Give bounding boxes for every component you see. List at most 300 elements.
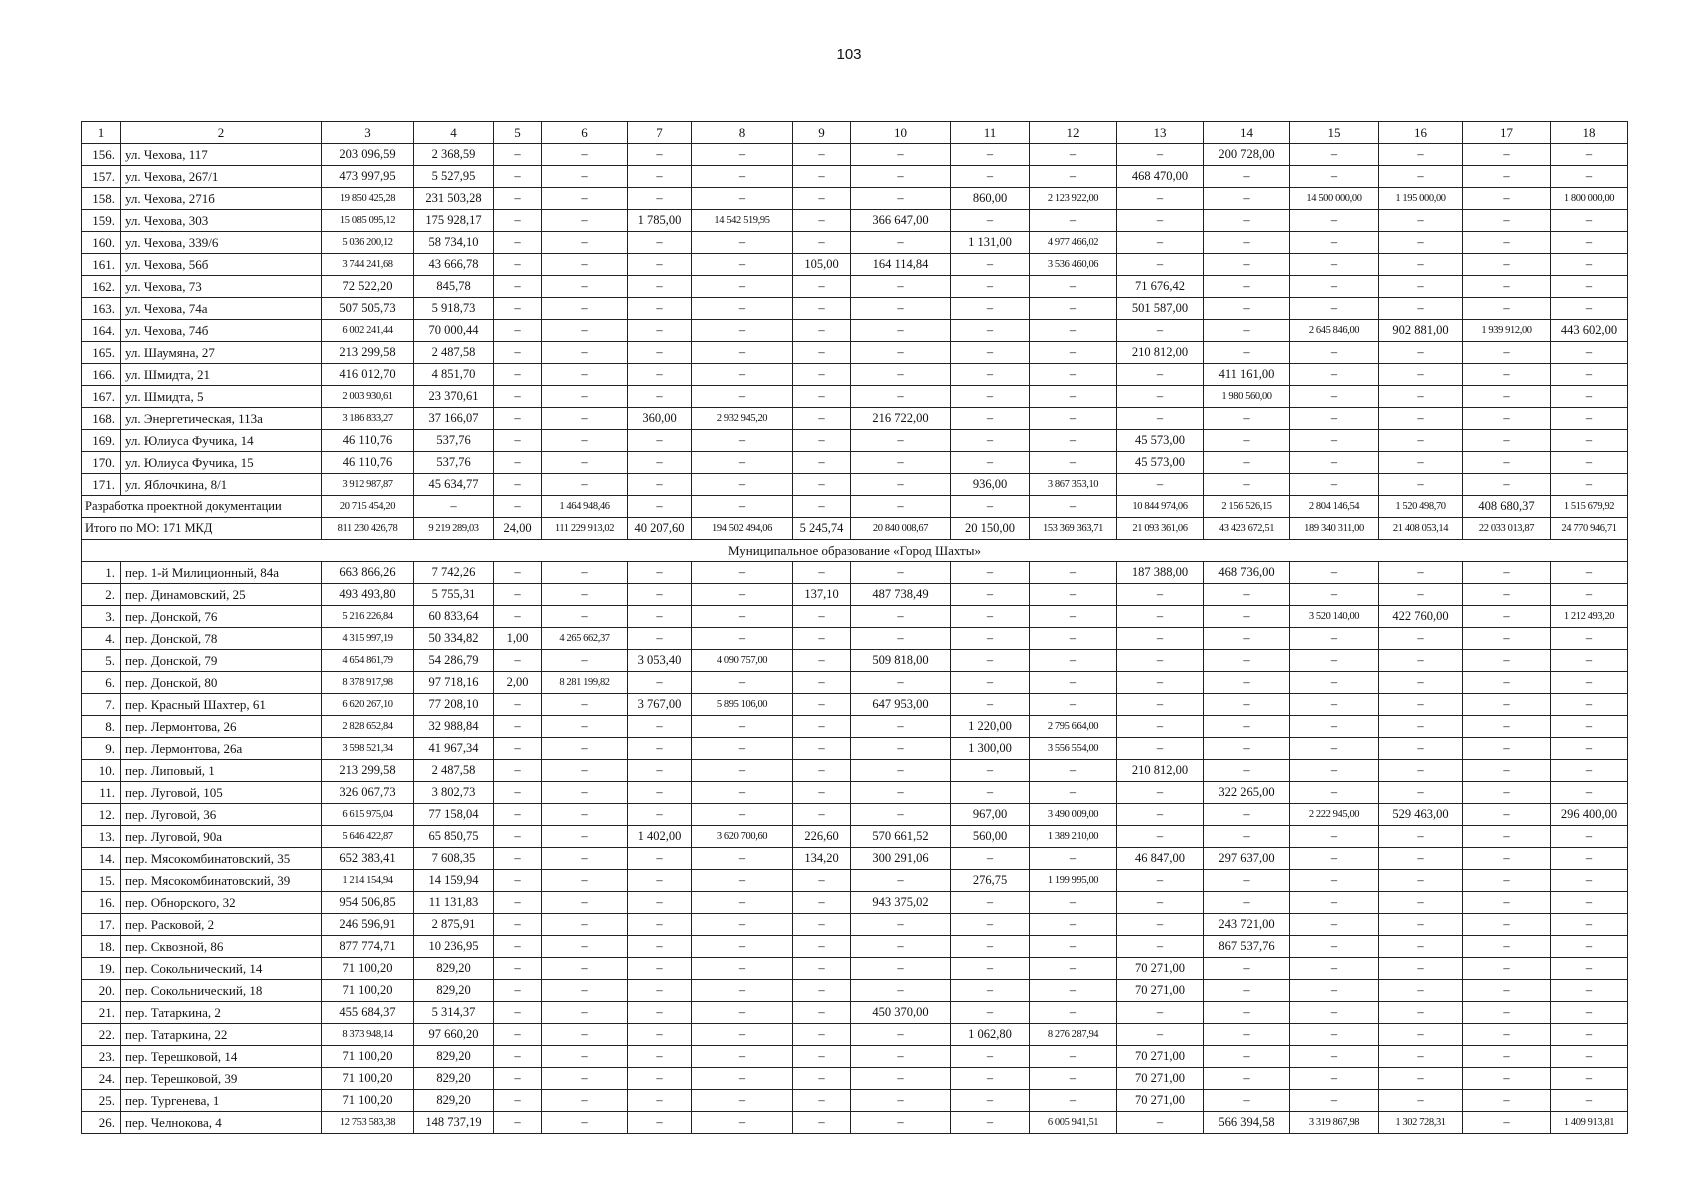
value-cell-col-12: – — [1030, 584, 1117, 606]
value-cell-col-10: – — [851, 672, 951, 694]
value-cell-col-6: – — [542, 606, 628, 628]
value-cell-col-14: – — [1204, 342, 1290, 364]
value-cell-col-4: 829,20 — [414, 1068, 494, 1090]
value-cell-col-6: – — [542, 254, 628, 276]
value-cell-col-11: – — [951, 1046, 1030, 1068]
row-number: 7. — [82, 694, 121, 716]
value-cell-col-14: – — [1204, 298, 1290, 320]
value-cell-col-9: – — [793, 474, 851, 496]
value-cell-col-3: 2 828 652,84 — [322, 716, 414, 738]
table-row — [82, 386, 1628, 408]
value-cell-col-10: – — [851, 980, 951, 1002]
value-cell-col-9: – — [793, 782, 851, 804]
value-cell-col-6: 8 281 199,82 — [542, 672, 628, 694]
project-docs-value-col-17: 408 680,37 — [1463, 496, 1551, 518]
value-cell-col-11: – — [951, 980, 1030, 1002]
value-cell-col-16: 902 881,00 — [1379, 320, 1463, 342]
value-cell-col-3: 46 110,76 — [322, 430, 414, 452]
value-cell-col-9: – — [793, 1090, 851, 1112]
value-cell-col-9: – — [793, 452, 851, 474]
table-row — [82, 166, 1628, 188]
value-cell-col-7: – — [628, 342, 692, 364]
address-cell: ул. Чехова, 74б — [121, 320, 322, 342]
address-cell: пер. Сокольнический, 18 — [121, 980, 322, 1002]
value-cell-col-17: – — [1463, 430, 1551, 452]
table-row — [82, 980, 1628, 1002]
value-cell-col-10: – — [851, 298, 951, 320]
value-cell-col-15: – — [1290, 584, 1379, 606]
value-cell-col-16: – — [1379, 298, 1463, 320]
value-cell-col-9: – — [793, 408, 851, 430]
value-cell-col-9: 226,60 — [793, 826, 851, 848]
value-cell-col-5: – — [494, 606, 542, 628]
total-value-col-7: 40 207,60 — [628, 518, 692, 540]
value-cell-col-5: – — [494, 298, 542, 320]
value-cell-col-12: – — [1030, 782, 1117, 804]
total-value-col-13: 21 093 361,06 — [1117, 518, 1204, 540]
value-cell-col-13: 70 271,00 — [1117, 980, 1204, 1002]
value-cell-col-11: 967,00 — [951, 804, 1030, 826]
value-cell-col-13: – — [1117, 892, 1204, 914]
table-body — [82, 122, 1628, 1134]
value-cell-col-8: – — [692, 804, 793, 826]
value-cell-col-7: – — [628, 144, 692, 166]
value-cell-col-13: – — [1117, 320, 1204, 342]
value-cell-col-15: – — [1290, 848, 1379, 870]
value-cell-col-9: – — [793, 342, 851, 364]
value-cell-col-4: 2 487,58 — [414, 760, 494, 782]
value-cell-col-18: – — [1551, 980, 1628, 1002]
value-cell-col-7: – — [628, 166, 692, 188]
value-cell-col-7: – — [628, 188, 692, 210]
value-cell-col-14: – — [1204, 628, 1290, 650]
column-header-13: 13 — [1117, 122, 1204, 144]
value-cell-col-9: – — [793, 914, 851, 936]
table-row — [82, 958, 1628, 980]
address-cell: ул. Чехова, 339/6 — [121, 232, 322, 254]
value-cell-col-14: 566 394,58 — [1204, 1112, 1290, 1134]
value-cell-col-17: – — [1463, 760, 1551, 782]
value-cell-col-18: – — [1551, 210, 1628, 232]
value-cell-col-9: – — [793, 1024, 851, 1046]
value-cell-col-3: 213 299,58 — [322, 760, 414, 782]
value-cell-col-3: 3 912 987,87 — [322, 474, 414, 496]
value-cell-col-9: – — [793, 386, 851, 408]
address-cell: ул. Чехова, 271б — [121, 188, 322, 210]
value-cell-col-9: – — [793, 166, 851, 188]
value-cell-col-7: – — [628, 1112, 692, 1134]
value-cell-col-15: – — [1290, 650, 1379, 672]
value-cell-col-13: 70 271,00 — [1117, 1068, 1204, 1090]
value-cell-col-15: – — [1290, 1046, 1379, 1068]
value-cell-col-11: 860,00 — [951, 188, 1030, 210]
project-docs-value-col-15: 2 804 146,54 — [1290, 496, 1379, 518]
value-cell-col-6: – — [542, 562, 628, 584]
value-cell-col-16: – — [1379, 1002, 1463, 1024]
value-cell-col-12: – — [1030, 166, 1117, 188]
value-cell-col-16: – — [1379, 914, 1463, 936]
value-cell-col-13: – — [1117, 584, 1204, 606]
value-cell-col-16: – — [1379, 870, 1463, 892]
project-docs-value-col-3: 20 715 454,20 — [322, 496, 414, 518]
table-row — [82, 650, 1628, 672]
value-cell-col-12: – — [1030, 914, 1117, 936]
value-cell-col-4: 537,76 — [414, 430, 494, 452]
value-cell-col-5: – — [494, 914, 542, 936]
value-cell-col-17: – — [1463, 1024, 1551, 1046]
project-docs-value-col-16: 1 520 498,70 — [1379, 496, 1463, 518]
value-cell-col-3: 71 100,20 — [322, 958, 414, 980]
value-cell-col-10: – — [851, 364, 951, 386]
value-cell-col-14: – — [1204, 870, 1290, 892]
row-number: 164. — [82, 320, 121, 342]
row-number: 2. — [82, 584, 121, 606]
table-row — [82, 672, 1628, 694]
value-cell-col-14: – — [1204, 1024, 1290, 1046]
row-number: 10. — [82, 760, 121, 782]
value-cell-col-4: 37 166,07 — [414, 408, 494, 430]
column-header-17: 17 — [1463, 122, 1551, 144]
value-cell-col-11: 1 131,00 — [951, 232, 1030, 254]
value-cell-col-14: – — [1204, 650, 1290, 672]
value-cell-col-15: – — [1290, 892, 1379, 914]
value-cell-col-6: – — [542, 848, 628, 870]
value-cell-col-18: – — [1551, 276, 1628, 298]
value-cell-col-3: 4 654 861,79 — [322, 650, 414, 672]
value-cell-col-7: – — [628, 760, 692, 782]
value-cell-col-10: – — [851, 166, 951, 188]
value-cell-col-5: – — [494, 166, 542, 188]
value-cell-col-16: – — [1379, 980, 1463, 1002]
value-cell-col-11: – — [951, 364, 1030, 386]
value-cell-col-6: – — [542, 276, 628, 298]
address-cell: ул. Юлиуса Фучика, 15 — [121, 452, 322, 474]
value-cell-col-12: – — [1030, 298, 1117, 320]
value-cell-col-8: – — [692, 958, 793, 980]
value-cell-col-7: – — [628, 430, 692, 452]
row-number: 6. — [82, 672, 121, 694]
row-number: 158. — [82, 188, 121, 210]
table-row — [82, 188, 1628, 210]
value-cell-col-17: – — [1463, 144, 1551, 166]
value-cell-col-13: – — [1117, 210, 1204, 232]
table-row — [82, 1002, 1628, 1024]
value-cell-col-6: – — [542, 892, 628, 914]
value-cell-col-4: 537,76 — [414, 452, 494, 474]
value-cell-col-15: 3 319 867,98 — [1290, 1112, 1379, 1134]
value-cell-col-17: – — [1463, 298, 1551, 320]
value-cell-col-15: – — [1290, 1068, 1379, 1090]
value-cell-col-9: – — [793, 716, 851, 738]
value-cell-col-11: – — [951, 430, 1030, 452]
value-cell-col-5: – — [494, 210, 542, 232]
value-cell-col-12: 6 005 941,51 — [1030, 1112, 1117, 1134]
value-cell-col-8: – — [692, 672, 793, 694]
column-header-11: 11 — [951, 122, 1030, 144]
value-cell-col-12: – — [1030, 1068, 1117, 1090]
value-cell-col-13: 70 271,00 — [1117, 1046, 1204, 1068]
value-cell-col-9: – — [793, 188, 851, 210]
value-cell-col-3: 3 598 521,34 — [322, 738, 414, 760]
value-cell-col-3: 954 506,85 — [322, 892, 414, 914]
project-docs-value-col-13: 10 844 974,06 — [1117, 496, 1204, 518]
value-cell-col-10: – — [851, 628, 951, 650]
value-cell-col-16: – — [1379, 342, 1463, 364]
value-cell-col-7: – — [628, 892, 692, 914]
value-cell-col-8: – — [692, 1046, 793, 1068]
table-row — [82, 738, 1628, 760]
address-cell: пер. Мясокомбинатовский, 35 — [121, 848, 322, 870]
value-cell-col-14: – — [1204, 980, 1290, 1002]
address-cell: пер. 1-й Милиционный, 84а — [121, 562, 322, 584]
header-row — [82, 122, 1628, 144]
value-cell-col-3: 6 615 975,04 — [322, 804, 414, 826]
value-cell-col-3: 326 067,73 — [322, 782, 414, 804]
value-cell-col-8: – — [692, 584, 793, 606]
value-cell-col-7: 360,00 — [628, 408, 692, 430]
value-cell-col-15: – — [1290, 716, 1379, 738]
table-row — [82, 452, 1628, 474]
value-cell-col-17: – — [1463, 914, 1551, 936]
value-cell-col-3: 71 100,20 — [322, 980, 414, 1002]
value-cell-col-8: – — [692, 980, 793, 1002]
project-docs-label: Разработка проектной документации — [82, 496, 322, 518]
address-cell: пер. Сокольнический, 14 — [121, 958, 322, 980]
value-cell-col-12: 1 199 995,00 — [1030, 870, 1117, 892]
value-cell-col-17: – — [1463, 650, 1551, 672]
value-cell-col-4: 175 928,17 — [414, 210, 494, 232]
table-row — [82, 628, 1628, 650]
value-cell-col-3: 15 085 095,12 — [322, 210, 414, 232]
value-cell-col-7: – — [628, 980, 692, 1002]
value-cell-col-4: 231 503,28 — [414, 188, 494, 210]
value-cell-col-12: 3 867 353,10 — [1030, 474, 1117, 496]
row-number: 20. — [82, 980, 121, 1002]
value-cell-col-9: – — [793, 1002, 851, 1024]
total-value-col-15: 189 340 311,00 — [1290, 518, 1379, 540]
value-cell-col-18: – — [1551, 958, 1628, 980]
value-cell-col-16: – — [1379, 232, 1463, 254]
value-cell-col-15: – — [1290, 342, 1379, 364]
total-value-col-12: 153 369 363,71 — [1030, 518, 1117, 540]
value-cell-col-15: – — [1290, 144, 1379, 166]
value-cell-col-4: 845,78 — [414, 276, 494, 298]
value-cell-col-14: – — [1204, 606, 1290, 628]
table-row — [82, 408, 1628, 430]
value-cell-col-3: 71 100,20 — [322, 1068, 414, 1090]
value-cell-col-8: – — [692, 364, 793, 386]
table-row — [82, 276, 1628, 298]
value-cell-col-11: – — [951, 144, 1030, 166]
column-header-7: 7 — [628, 122, 692, 144]
value-cell-col-14: – — [1204, 694, 1290, 716]
project-docs-value-col-9: – — [793, 496, 851, 518]
value-cell-col-17: – — [1463, 958, 1551, 980]
value-cell-col-3: 652 383,41 — [322, 848, 414, 870]
column-header-14: 14 — [1204, 122, 1290, 144]
value-cell-col-3: 663 866,26 — [322, 562, 414, 584]
value-cell-col-13: – — [1117, 936, 1204, 958]
value-cell-col-13: – — [1117, 408, 1204, 430]
value-cell-col-7: – — [628, 584, 692, 606]
value-cell-col-10: – — [851, 782, 951, 804]
value-cell-col-3: 19 850 425,28 — [322, 188, 414, 210]
value-cell-col-8: 14 542 519,95 — [692, 210, 793, 232]
value-cell-col-12: 1 389 210,00 — [1030, 826, 1117, 848]
value-cell-col-12: – — [1030, 430, 1117, 452]
value-cell-col-7: – — [628, 628, 692, 650]
value-cell-col-6: – — [542, 760, 628, 782]
value-cell-col-10: – — [851, 276, 951, 298]
project-docs-row — [82, 496, 1628, 518]
value-cell-col-6: – — [542, 870, 628, 892]
value-cell-col-18: – — [1551, 584, 1628, 606]
value-cell-col-16: – — [1379, 210, 1463, 232]
value-cell-col-16: – — [1379, 430, 1463, 452]
value-cell-col-14: – — [1204, 188, 1290, 210]
value-cell-col-6: – — [542, 694, 628, 716]
value-cell-col-12: – — [1030, 276, 1117, 298]
value-cell-col-7: – — [628, 958, 692, 980]
value-cell-col-5: – — [494, 276, 542, 298]
value-cell-col-13: – — [1117, 738, 1204, 760]
row-number: 161. — [82, 254, 121, 276]
address-cell: пер. Терешковой, 39 — [121, 1068, 322, 1090]
value-cell-col-12: – — [1030, 210, 1117, 232]
value-cell-col-8: – — [692, 452, 793, 474]
value-cell-col-14: 243 721,00 — [1204, 914, 1290, 936]
row-number: 168. — [82, 408, 121, 430]
address-cell: пер. Донской, 79 — [121, 650, 322, 672]
value-cell-col-12: – — [1030, 320, 1117, 342]
value-cell-col-5: – — [494, 452, 542, 474]
value-cell-col-11: – — [951, 760, 1030, 782]
value-cell-col-18: – — [1551, 232, 1628, 254]
value-cell-col-13: 210 812,00 — [1117, 760, 1204, 782]
value-cell-col-11: – — [951, 848, 1030, 870]
value-cell-col-5: – — [494, 760, 542, 782]
value-cell-col-11: – — [951, 650, 1030, 672]
value-cell-col-14: – — [1204, 1068, 1290, 1090]
value-cell-col-13: – — [1117, 628, 1204, 650]
row-number: 1. — [82, 562, 121, 584]
value-cell-col-12: 2 795 664,00 — [1030, 716, 1117, 738]
value-cell-col-10: – — [851, 1112, 951, 1134]
value-cell-col-8: – — [692, 474, 793, 496]
value-cell-col-17: – — [1463, 408, 1551, 430]
value-cell-col-6: – — [542, 320, 628, 342]
value-cell-col-4: 3 802,73 — [414, 782, 494, 804]
value-cell-col-6: – — [542, 1090, 628, 1112]
value-cell-col-11: – — [951, 1112, 1030, 1134]
value-cell-col-15: 2 645 846,00 — [1290, 320, 1379, 342]
value-cell-col-13: – — [1117, 650, 1204, 672]
value-cell-col-15: 3 520 140,00 — [1290, 606, 1379, 628]
value-cell-col-13: 45 573,00 — [1117, 430, 1204, 452]
value-cell-col-10: 216 722,00 — [851, 408, 951, 430]
value-cell-col-14: – — [1204, 166, 1290, 188]
value-cell-col-6: – — [542, 232, 628, 254]
value-cell-col-16: – — [1379, 254, 1463, 276]
value-cell-col-8: – — [692, 848, 793, 870]
value-cell-col-16: – — [1379, 1024, 1463, 1046]
total-value-col-16: 21 408 053,14 — [1379, 518, 1463, 540]
row-number: 17. — [82, 914, 121, 936]
value-cell-col-3: 2 003 930,61 — [322, 386, 414, 408]
value-cell-col-11: – — [951, 782, 1030, 804]
value-cell-col-14: – — [1204, 716, 1290, 738]
row-number: 25. — [82, 1090, 121, 1112]
value-cell-col-13: – — [1117, 914, 1204, 936]
value-cell-col-9: – — [793, 1046, 851, 1068]
total-value-col-8: 194 502 494,06 — [692, 518, 793, 540]
value-cell-col-8: – — [692, 760, 793, 782]
value-cell-col-16: – — [1379, 650, 1463, 672]
value-cell-col-17: – — [1463, 232, 1551, 254]
value-cell-col-5: – — [494, 1112, 542, 1134]
table-row — [82, 694, 1628, 716]
value-cell-col-10: 487 738,49 — [851, 584, 951, 606]
project-docs-value-col-4: – — [414, 496, 494, 518]
value-cell-col-8: – — [692, 1024, 793, 1046]
value-cell-col-18: 443 602,00 — [1551, 320, 1628, 342]
project-docs-value-col-18: 1 515 679,92 — [1551, 496, 1628, 518]
value-cell-col-7: 3 767,00 — [628, 694, 692, 716]
value-cell-col-13: – — [1117, 782, 1204, 804]
value-cell-col-15: – — [1290, 672, 1379, 694]
value-cell-col-13: – — [1117, 188, 1204, 210]
address-cell: пер. Татаркина, 22 — [121, 1024, 322, 1046]
value-cell-col-17: – — [1463, 606, 1551, 628]
value-cell-col-10: – — [851, 144, 951, 166]
value-cell-col-8: – — [692, 892, 793, 914]
total-row — [82, 518, 1628, 540]
column-header-16: 16 — [1379, 122, 1463, 144]
value-cell-col-10: – — [851, 386, 951, 408]
value-cell-col-12: – — [1030, 386, 1117, 408]
value-cell-col-13: 70 271,00 — [1117, 1090, 1204, 1112]
value-cell-col-4: 829,20 — [414, 1090, 494, 1112]
value-cell-col-10: – — [851, 870, 951, 892]
value-cell-col-18: – — [1551, 760, 1628, 782]
value-cell-col-13: – — [1117, 144, 1204, 166]
value-cell-col-12: – — [1030, 848, 1117, 870]
row-number: 8. — [82, 716, 121, 738]
value-cell-col-9: – — [793, 144, 851, 166]
value-cell-col-18: – — [1551, 826, 1628, 848]
value-cell-col-9: – — [793, 870, 851, 892]
value-cell-col-4: 77 208,10 — [414, 694, 494, 716]
value-cell-col-18: 1 212 493,20 — [1551, 606, 1628, 628]
value-cell-col-13: – — [1117, 1112, 1204, 1134]
value-cell-col-11: – — [951, 386, 1030, 408]
value-cell-col-18: – — [1551, 782, 1628, 804]
row-number: 12. — [82, 804, 121, 826]
value-cell-col-5: – — [494, 716, 542, 738]
value-cell-col-8: 3 620 700,60 — [692, 826, 793, 848]
table-row — [82, 804, 1628, 826]
value-cell-col-12: – — [1030, 364, 1117, 386]
value-cell-col-6: – — [542, 1068, 628, 1090]
project-docs-value-col-11: – — [951, 496, 1030, 518]
value-cell-col-11: – — [951, 936, 1030, 958]
value-cell-col-14: – — [1204, 408, 1290, 430]
value-cell-col-14: 322 265,00 — [1204, 782, 1290, 804]
value-cell-col-11: – — [951, 320, 1030, 342]
value-cell-col-3: 473 997,95 — [322, 166, 414, 188]
row-number: 16. — [82, 892, 121, 914]
value-cell-col-18: – — [1551, 1024, 1628, 1046]
